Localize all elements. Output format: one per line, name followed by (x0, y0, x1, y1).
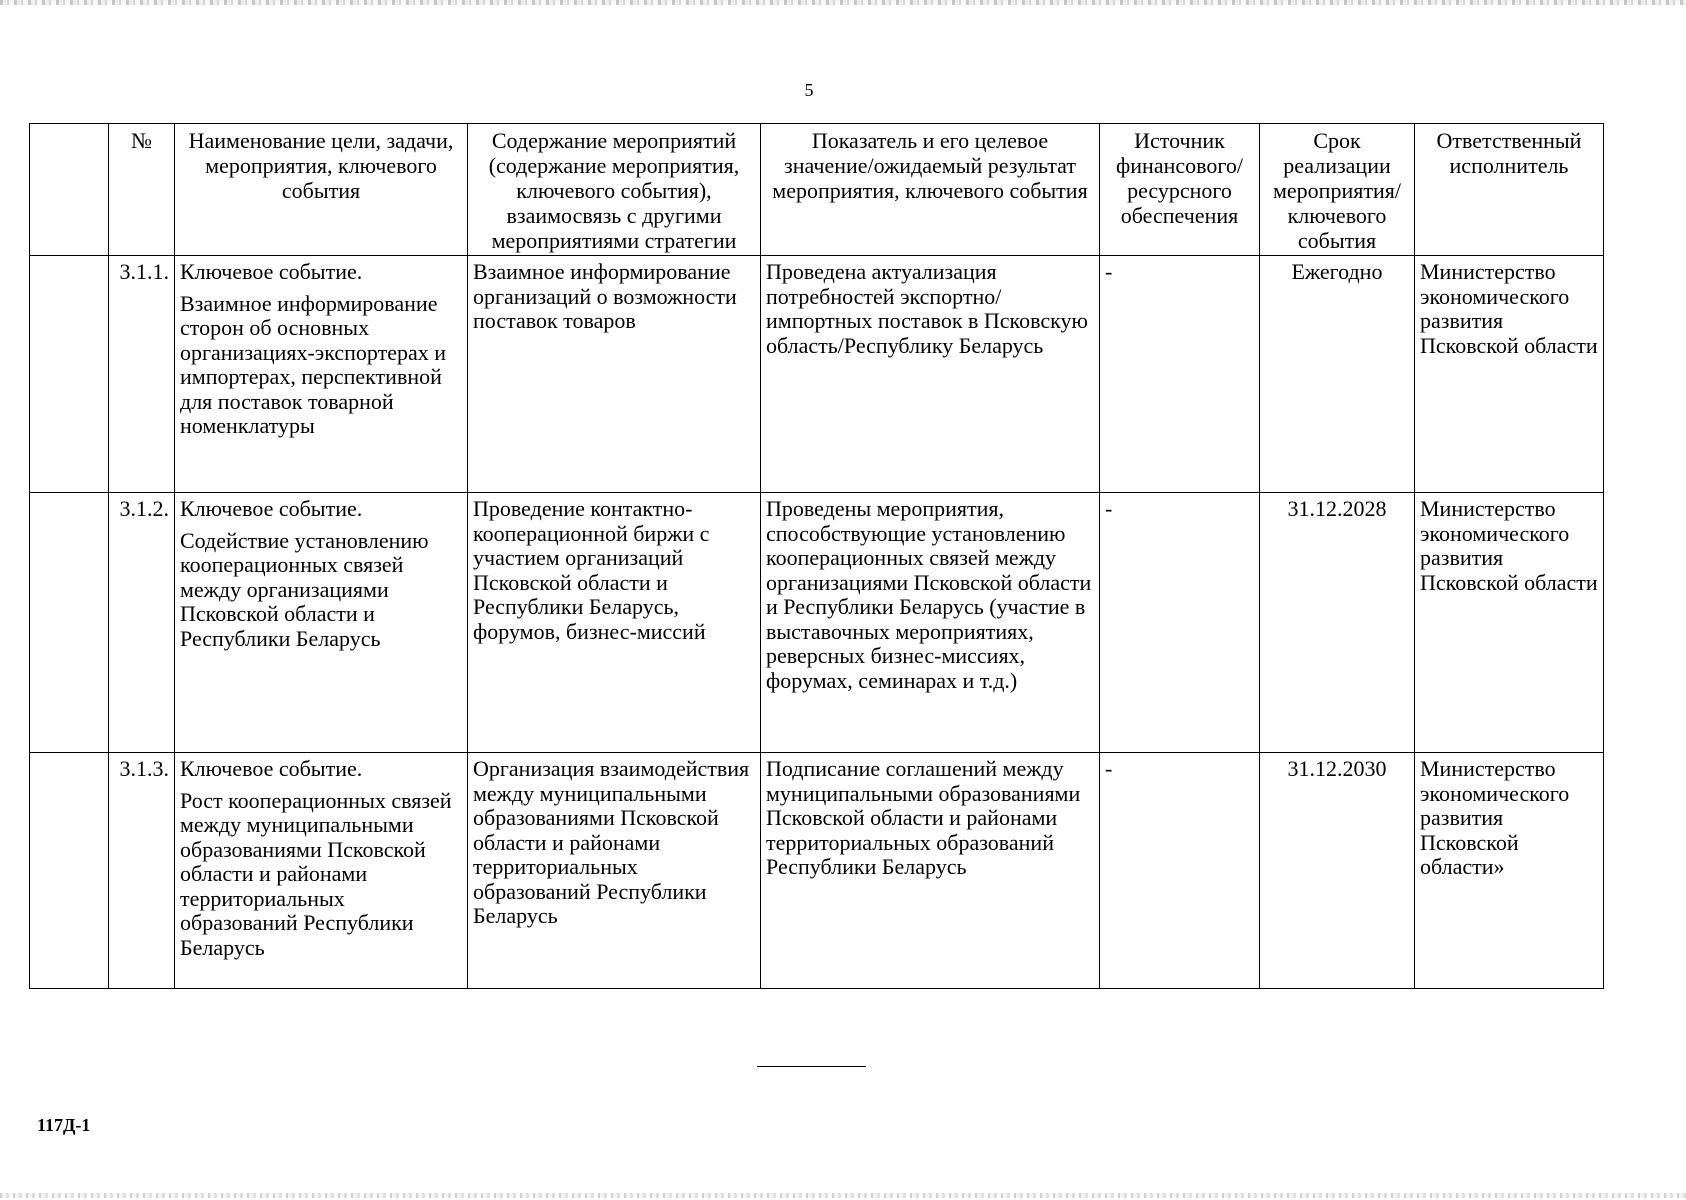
cell-deadline: Ежегодно (1260, 256, 1415, 493)
cell-blank (30, 256, 109, 493)
cell-source: - (1100, 493, 1260, 753)
table-row (30, 753, 1604, 989)
cell-content: Проведение контактно-кооперационной биржи с участием организаций Псковской области и Республики Беларусь, форумов, бизнес-миссий (468, 493, 761, 753)
cell-name-text: Взаимное информирование сторон об основных организациях-экспортерах и импортерах, перспективной для поставок товарной номенклатуры (180, 290, 447, 438)
cell-deadline: 31.12.2030 (1260, 753, 1415, 989)
header-responsible: Ответственный исполнитель (1415, 124, 1604, 256)
cell-responsible: Министерство экономического развития Псковской области (1415, 493, 1604, 753)
cell-name-text: Рост кооперационных связей между муниципальными образованиями Псковской области и районами территориальных образований Республики Беларусь (180, 787, 452, 960)
cell-source: - (1100, 256, 1260, 493)
cell-source: - (1100, 753, 1260, 989)
cell-kind: Ключевое событие. (180, 756, 363, 781)
cell-number: 3.1.2. (109, 493, 175, 753)
header-name: Наименование цели, задачи, мероприятия, ключевого события (175, 124, 468, 256)
cell-name (175, 493, 468, 753)
page-number: 5 (804, 80, 814, 100)
cell-responsible: Министерство экономического развития Псковской области» (1415, 753, 1604, 989)
header-blank (30, 124, 109, 256)
cell-indicator: Проведены мероприятия, способствующие установлению кооперационных связей между организациями Псковской области и Республики Беларусь (участие в выставочных мероприятиях, реверсных бизнес-миссиях, форумах, семинарах и т.д.) (761, 493, 1100, 753)
header-content: Содержание мероприятий (содержание мероприятия, ключевого события), взаимосвязь с другими мероприятиями стратегии (468, 124, 761, 256)
cell-deadline: 31.12.2028 (1260, 493, 1415, 753)
cell-blank (30, 753, 109, 989)
cell-name (175, 256, 468, 493)
cell-name-text: Содействие установлению кооперационных связей между организациями Псковской области и Республики Беларусь (180, 527, 429, 651)
header-indicator: Показатель и его целевое значение/ожидаемый результат мероприятия, ключевого события (761, 124, 1100, 256)
document-code: 117Д-1 (37, 1115, 91, 1135)
cell-number: 3.1.1. (109, 256, 175, 493)
table-header-row (30, 124, 1604, 256)
table-row (30, 256, 1604, 493)
header-deadline: Срок реализации мероприятия/ ключевого события (1260, 124, 1415, 256)
cell-indicator: Проведена актуализация потребностей экспортно/импортных поставок в Псковскую область/Республику Беларусь (761, 256, 1100, 493)
cell-content: Взаимное информирование организаций о возможности поставок товаров (468, 256, 761, 493)
cell-number: 3.1.3. (109, 753, 175, 989)
scan-bottom-edge (0, 1193, 1686, 1198)
cell-indicator: Подписание соглашений между муниципальными образованиями Псковской области и районами территориальных образований Республики Беларусь (761, 753, 1100, 989)
header-number: № (109, 124, 175, 256)
cell-kind: Ключевое событие. (180, 259, 363, 284)
table-row (30, 493, 1604, 753)
action-plan-table (29, 123, 1604, 989)
cell-name (175, 753, 468, 989)
cell-kind: Ключевое событие. (180, 496, 363, 521)
cell-responsible: Министерство экономического развития Псковской области (1415, 256, 1604, 493)
cell-content: Организация взаимодействия между муниципальными образованиями Псковской области и районами территориальных образований Республики Беларусь (468, 753, 761, 989)
end-of-table-rule (757, 1066, 866, 1067)
scan-top-edge (0, 0, 1686, 5)
header-source: Источник финансового/ ресурсного обеспечения (1100, 124, 1260, 256)
cell-blank (30, 493, 109, 753)
